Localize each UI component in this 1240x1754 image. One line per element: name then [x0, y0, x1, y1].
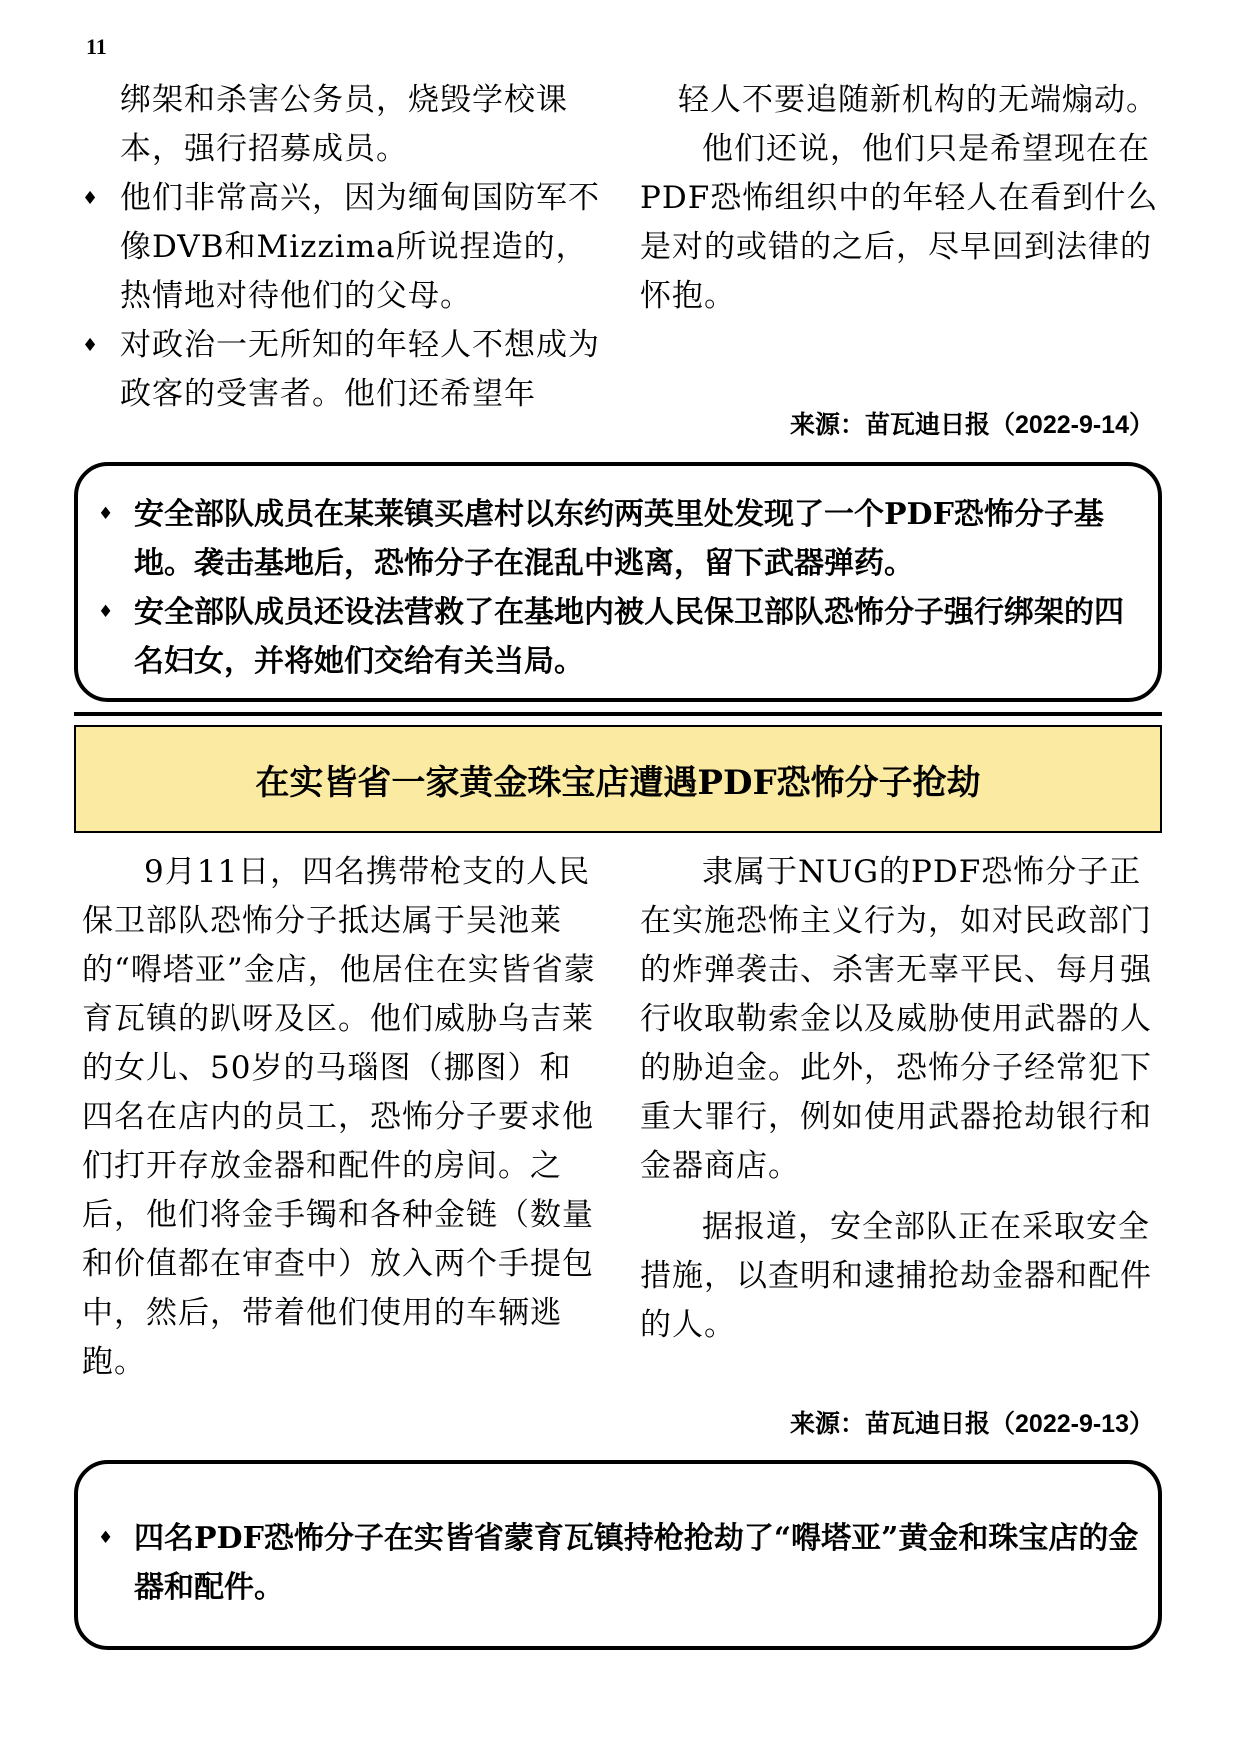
- article2-left-column: [82, 848, 602, 1387]
- article2-headline: 在实皆省一家黄金珠宝店遭遇PDF恐怖分子抢劫: [74, 725, 1162, 833]
- article1-source: 来源：苗瓦迪日报（2022-9-14）: [790, 411, 1154, 439]
- article1-right-paragraph: 他们还说，他们只是希望现在在PDF恐怖组织中的年轻人在看到什么是对的或错的之后，尽早回到法律的怀抱。: [640, 131, 1159, 314]
- article2-right-paragraph-2: 据报道，安全部队正在采取安全措施，以查明和逮捕抢劫金器和配件的人。: [640, 1209, 1152, 1343]
- article1-right-continuation: 轻人不要追随新机构的无端煽动。: [678, 82, 1158, 118]
- article2-source: 来源：苗瓦迪日报（2022-9-13）: [790, 1410, 1154, 1438]
- article1-right-column: [640, 76, 1160, 321]
- article2-left-paragraph: 9月11日，四名携带枪支的人民保卫部队恐怖分子抵达属于吴池莱的“嘚塔亚”金店，他居住在实皆省蒙育瓦镇的趴呀及区。他们威胁乌吉莱的女儿、50岁的马瑙图（挪图）和四名在店内的员工，恐怖分子要求他们打开存放金器和配件的房间。之后，他们将金手镯和各种金链（数量和价值都在审查中）放入两个手提包中，然后，带着他们使用的车辆逃跑。: [82, 854, 596, 1380]
- section-divider: [74, 712, 1162, 716]
- page-number: 11: [86, 34, 107, 59]
- summary-box-1: [74, 462, 1162, 702]
- summary-bullet: ♦ 四名PDF恐怖分子在实皆省蒙育瓦镇持枪抢劫了“嘚塔亚”黄金和珠宝店的金器和配件。: [78, 1514, 1158, 1612]
- article2-right-column: [640, 848, 1160, 1350]
- article1-left-continuation: 绑架和杀害公务员，烧毁学校课本，强行招募成员。: [120, 82, 568, 167]
- article1-bullet: ♦ 对政治一无所知的年轻人不想成为政客的受害者。他们还希望年: [82, 321, 602, 419]
- article1-left-column: [82, 76, 602, 419]
- article1-bullet: ♦ 他们非常高兴，因为缅甸国防军不像DVB和Mizzima所说捏造的，热情地对待他们的父母。: [82, 174, 602, 321]
- summary-bullet: ♦ 安全部队成员还设法营救了在基地内被人民保卫部队恐怖分子强行绑架的四名妇女，并将她们交给有关当局。: [78, 588, 1158, 686]
- summary-box-2: [74, 1460, 1162, 1650]
- summary-box-1-list: [78, 490, 1158, 686]
- summary-bullet: ♦ 安全部队成员在某莱镇买虐村以东约两英里处发现了一个PDF恐怖分子基地。袭击基地后，恐怖分子在混乱中逃离，留下武器弹药。: [78, 490, 1158, 588]
- article2-right-paragraph-1: 隶属于NUG的PDF恐怖分子正在实施恐怖主义行为，如对民政部门的炸弹袭击、杀害无辜平民、每月强行收取勒索金以及威胁使用武器的人的胁迫金。此外，恐怖分子经常犯下重大罪行，例如使用武器抢劫银行和金器商店。: [640, 854, 1152, 1184]
- summary-box-2-list: [78, 1514, 1158, 1612]
- article1-bullet-list: [82, 174, 602, 419]
